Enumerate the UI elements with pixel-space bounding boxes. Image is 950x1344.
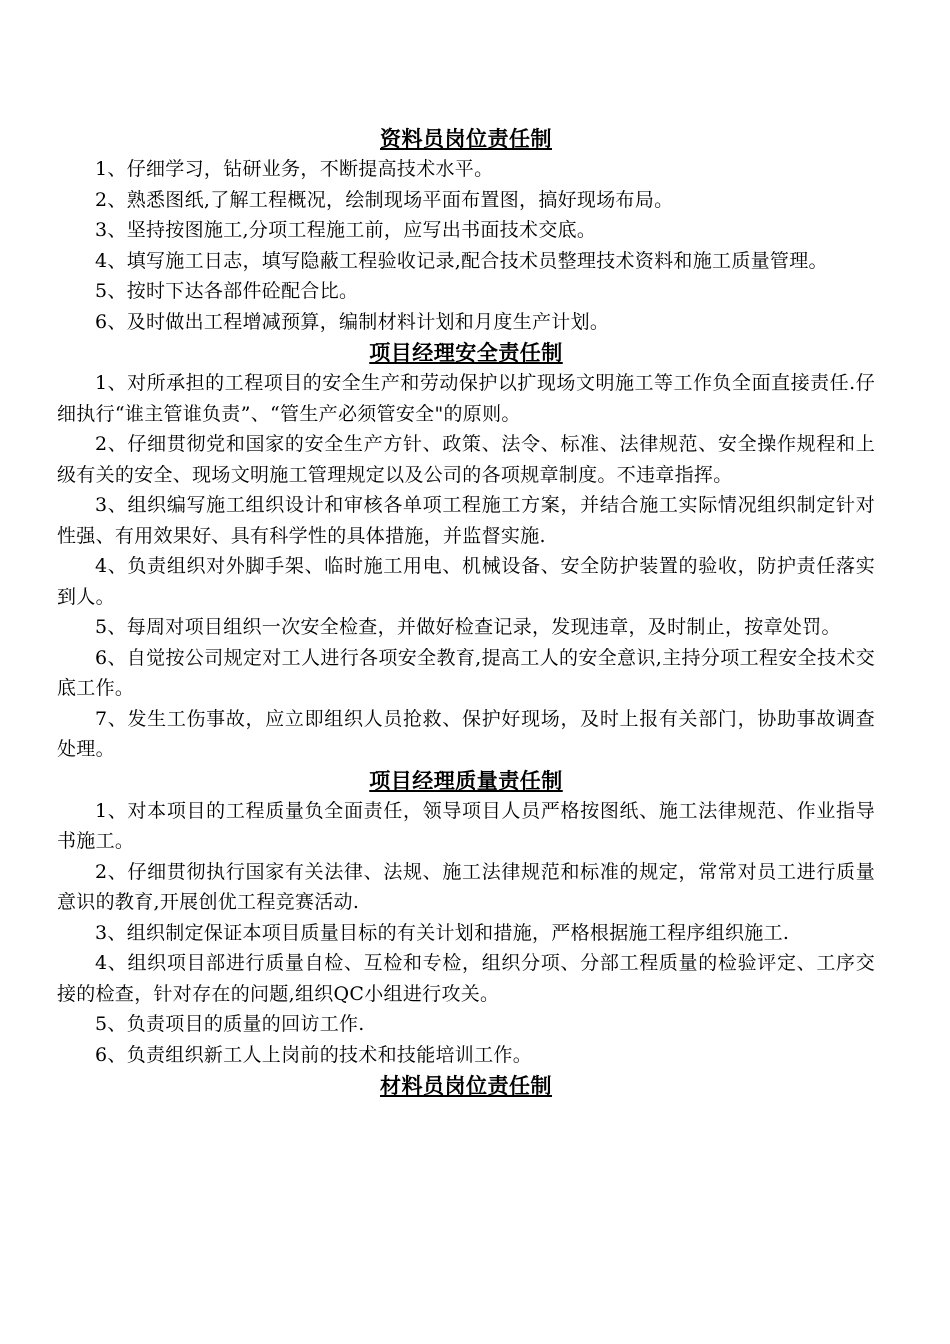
section-pm-quality (57, 765, 875, 1071)
section-title: 材料员岗位责任制 (380, 1073, 552, 1098)
list-item: 3、组织制定保证本项目质量目标的有关计划和措施，严格根据施工程序组织施工. (95, 921, 790, 944)
section-material-clerk (57, 1070, 875, 1101)
list-item: 4、填写施工日志，填写隐蔽工程验收记录,配合技术员整理技术资料和施工质量管理。 (95, 249, 828, 272)
list-item: 6、及时做出工程增减预算，编制材料计划和月度生产计划。 (95, 310, 610, 333)
list-item: 3、组织编写施工组织设计和审核各单项工程施工方案，并结合施工实际情况组织制定针对性强、有用效果好、具有科学性的具体措施，并监督实施. (57, 494, 875, 547)
section-title: 资料员岗位责任制 (380, 126, 552, 151)
list-item: 2、熟悉图纸,了解工程概况，绘制现场平面布置图，搞好现场布局。 (95, 188, 674, 211)
section-pm-safety (57, 337, 875, 765)
list-item: 6、负责组织新工人上岗前的技术和技能培训工作。 (95, 1043, 532, 1066)
list-item: 4、负责组织对外脚手架、临时施工用电、机械设备、安全防护装置的验收，防护责任落实到人。 (57, 555, 875, 608)
list-item: 5、按时下达各部件砼配合比。 (95, 280, 359, 302)
section-title: 项目经理安全责任制 (369, 340, 563, 365)
list-item: 6、自觉按公司规定对工人进行各项安全教育,提高工人的安全意识,主持分项工程安全技术交底工作。 (57, 646, 875, 699)
list-item: 1、对本项目的工程质量负全面责任，领导项目人员严格按图纸、施工法律规范、作业指导书施工。 (57, 799, 875, 852)
list-item: 1、仔细学习，钻研业务，不断提高技术水平。 (95, 158, 494, 180)
section-title: 项目经理质量责任制 (369, 767, 563, 793)
list-item: 2、仔细贯彻执行国家有关法律、法规、施工法律规范和标准的规定，常常对员工进行质量意识的教育,开展创优工程竞赛活动. (57, 860, 875, 913)
document-page (57, 123, 875, 1101)
list-item: 2、仔细贯彻党和国家的安全生产方针、政策、法令、标准、法律规范、安全操作规程和上级有关的安全、现场文明施工管理规定以及公司的各项规章制度。不违章指挥。 (57, 433, 875, 486)
list-item: 1、对所承担的工程项目的安全生产和劳动保护以扩现场文明施工等工作负全面直接责任.仔细执行“谁主管谁负责”、“管生产必须管安全"的原则。 (57, 372, 875, 425)
list-item: 7、发生工伤事故，应立即组织人员抢救、保护好现场，及时上报有关部门，协助事故调查处理。 (57, 707, 875, 760)
list-item: 4、组织项目部进行质量自检、互检和专检，组织分项、分部工程质量的检验评定、工序交接的检查，针对存在的问题,组织QC小组进行攻关。 (57, 952, 875, 1005)
list-item: 3、坚持按图施工,分项工程施工前，应写出书面技术交底。 (95, 219, 597, 241)
list-item: 5、负责项目的质量的回访工作. (95, 1013, 365, 1035)
section-data-clerk (57, 123, 875, 337)
list-item: 5、每周对项目组织一次安全检查，并做好检查记录，发现违章，及时制止，按章处罚。 (95, 616, 841, 638)
